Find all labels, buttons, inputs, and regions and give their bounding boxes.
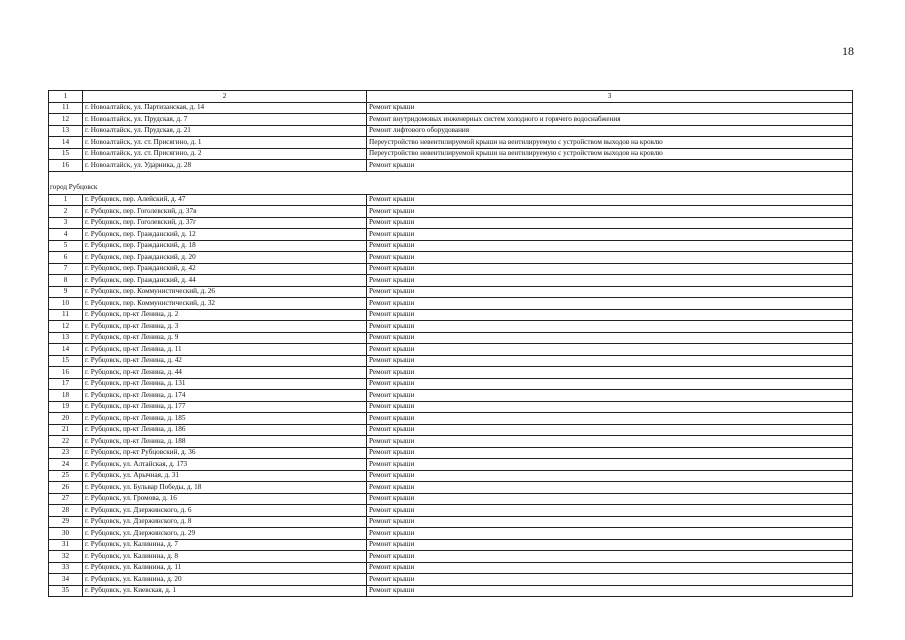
row-address-cell: г. Рубцовск, пер. Гражданский, д. 44 — [83, 275, 367, 287]
row-number-cell: 5 — [49, 240, 83, 252]
table-row — [49, 459, 853, 471]
row-address-cell: г. Рубцовск, пер. Гражданский, д. 12 — [83, 229, 367, 241]
table-row — [49, 378, 853, 390]
row-work-cell: Ремонт крыши — [367, 229, 853, 241]
row-address-cell: г. Рубцовск, пер. Гоголевский, д. 37в — [83, 206, 367, 218]
row-address-cell: г. Рубцовск, ул. Калинина, д. 8 — [83, 551, 367, 563]
row-work-cell: Ремонт крыши — [367, 585, 853, 597]
row-number-cell: 26 — [49, 482, 83, 494]
row-address-cell: г. Рубцовск, ул. Калинина, д. 20 — [83, 574, 367, 586]
row-address-cell: г. Рубцовск, пр-кт Рубцовский, д. 36 — [83, 447, 367, 459]
row-work-cell: Ремонт крыши — [367, 378, 853, 390]
row-address-cell: г. Рубцовск, ул. Алтайская, д. 173 — [83, 459, 367, 471]
table-row — [49, 309, 853, 321]
row-work-cell: Ремонт крыши — [367, 286, 853, 298]
row-work-cell: Ремонт крыши — [367, 436, 853, 448]
row-address-cell: г. Рубцовск, пр-кт Ленина, д. 177 — [83, 401, 367, 413]
table-row — [49, 585, 853, 597]
row-number-cell: 22 — [49, 436, 83, 448]
row-address-cell: г. Рубцовск, пер. Коммунистический, д. 26 — [83, 286, 367, 298]
row-work-cell: Ремонт крыши — [367, 321, 853, 333]
row-number-cell: 25 — [49, 470, 83, 482]
row-address-cell: г. Рубцовск, ул. Дзержинского, д. 8 — [83, 516, 367, 528]
row-address-cell: г. Рубцовск, пр-кт Ленина, д. 131 — [83, 378, 367, 390]
row-number-cell: 28 — [49, 505, 83, 517]
column-number-row — [49, 91, 853, 103]
row-work-cell: Ремонт крыши — [367, 528, 853, 540]
row-number-cell: 1 — [49, 194, 83, 206]
table-row — [49, 447, 853, 459]
table-row — [49, 436, 853, 448]
table-row — [49, 321, 853, 333]
row-number-cell: 2 — [49, 206, 83, 218]
row-address-cell: г. Рубцовск, пр-кт Ленина, д. 174 — [83, 390, 367, 402]
row-number-cell: 11 — [49, 309, 83, 321]
row-work-cell: Ремонт крыши — [367, 493, 853, 505]
city-heading: город Рубцовск — [49, 182, 853, 195]
row-address-cell: г. Новоалтайск, ул. ст. Присягино, д. 1 — [83, 137, 367, 149]
row-address-cell: г. Рубцовск, пр-кт Ленина, д. 186 — [83, 424, 367, 436]
table-row — [49, 114, 853, 126]
city-heading-row — [49, 182, 853, 195]
table-row — [49, 298, 853, 310]
row-number-cell: 14 — [49, 137, 83, 149]
table-row — [49, 125, 853, 137]
row-address-cell: г. Рубцовск, ул. Бульвар Победы, д. 18 — [83, 482, 367, 494]
row-number-cell: 15 — [49, 148, 83, 160]
row-number-cell: 4 — [49, 229, 83, 241]
city-spacer-cell — [49, 171, 853, 182]
table-row — [49, 493, 853, 505]
column-number-header: 1 — [49, 91, 83, 103]
row-work-cell: Ремонт крыши — [367, 263, 853, 275]
row-work-cell: Ремонт крыши — [367, 194, 853, 206]
row-work-cell: Ремонт крыши — [367, 240, 853, 252]
row-address-cell: г. Рубцовск, ул. Калинина, д. 11 — [83, 562, 367, 574]
city-spacer-row — [49, 171, 853, 182]
row-work-cell: Ремонт крыши — [367, 470, 853, 482]
row-work-cell: Ремонт крыши — [367, 505, 853, 517]
table-row — [49, 229, 853, 241]
row-work-cell: Ремонт крыши — [367, 160, 853, 172]
row-address-cell: г. Рубцовск, пер. Гоголевский, д. 37г — [83, 217, 367, 229]
table-row — [49, 160, 853, 172]
row-number-cell: 35 — [49, 585, 83, 597]
row-work-cell: Ремонт крыши — [367, 344, 853, 356]
row-work-cell: Ремонт крыши — [367, 332, 853, 344]
row-address-cell: г. Рубцовск, пер. Гражданский, д. 18 — [83, 240, 367, 252]
row-number-cell: 24 — [49, 459, 83, 471]
row-work-cell: Ремонт крыши — [367, 217, 853, 229]
column-address-header: 2 — [83, 91, 367, 103]
row-work-cell: Ремонт крыши — [367, 482, 853, 494]
row-address-cell: г. Рубцовск, пер. Гражданский, д. 42 — [83, 263, 367, 275]
table-row — [49, 137, 853, 149]
table-row — [49, 263, 853, 275]
row-number-cell: 12 — [49, 321, 83, 333]
table-row — [49, 252, 853, 264]
row-work-cell: Переустройство невентилируемой крыши на вентилируемую с устройством выходов на кровлю — [367, 148, 853, 160]
row-number-cell: 9 — [49, 286, 83, 298]
row-number-cell: 7 — [49, 263, 83, 275]
row-number-cell: 21 — [49, 424, 83, 436]
table-row — [49, 367, 853, 379]
row-work-cell: Ремонт крыши — [367, 539, 853, 551]
table-row — [49, 148, 853, 160]
row-address-cell: г. Рубцовск, пр-кт Ленина, д. 9 — [83, 332, 367, 344]
row-number-cell: 29 — [49, 516, 83, 528]
row-work-cell: Ремонт крыши — [367, 447, 853, 459]
page-number: 18 — [842, 44, 854, 58]
table-row — [49, 286, 853, 298]
row-address-cell: г. Рубцовск, пр-кт Ленина, д. 42 — [83, 355, 367, 367]
row-work-cell: Ремонт крыши — [367, 459, 853, 471]
row-number-cell: 11 — [49, 102, 83, 114]
row-number-cell: 17 — [49, 378, 83, 390]
row-address-cell: г. Рубцовск, пр-кт Ленина, д. 2 — [83, 309, 367, 321]
row-work-cell: Ремонт крыши — [367, 516, 853, 528]
row-address-cell: г. Рубцовск, ул. Громова, д. 16 — [83, 493, 367, 505]
repair-list-table — [48, 90, 853, 597]
row-work-cell: Ремонт крыши — [367, 562, 853, 574]
table-row — [49, 516, 853, 528]
row-number-cell: 34 — [49, 574, 83, 586]
table-row — [49, 562, 853, 574]
row-work-cell: Ремонт крыши — [367, 551, 853, 563]
row-address-cell: г. Новоалтайск, ул. ст. Присягино, д. 2 — [83, 148, 367, 160]
row-number-cell: 15 — [49, 355, 83, 367]
row-address-cell: г. Рубцовск, ул. Арычная, д. 31 — [83, 470, 367, 482]
table-row — [49, 574, 853, 586]
table-row — [49, 206, 853, 218]
row-address-cell: г. Рубцовск, ул. Дзержинского, д. 6 — [83, 505, 367, 517]
row-number-cell: 32 — [49, 551, 83, 563]
row-work-cell: Переустройство невентилируемой крыши на вентилируемую с устройством выходов на кровлю — [367, 137, 853, 149]
column-work-header: 3 — [367, 91, 853, 103]
table-row — [49, 539, 853, 551]
row-work-cell: Ремонт лифтового оборудования — [367, 125, 853, 137]
table-row — [49, 217, 853, 229]
row-work-cell: Ремонт крыши — [367, 102, 853, 114]
row-number-cell: 12 — [49, 114, 83, 126]
table-row — [49, 275, 853, 287]
row-address-cell: г. Рубцовск, пр-кт Ленина, д. 44 — [83, 367, 367, 379]
row-number-cell: 8 — [49, 275, 83, 287]
row-address-cell: г. Новоалтайск, ул. Партизанская, д. 14 — [83, 102, 367, 114]
row-address-cell: г. Рубцовск, пр-кт Ленина, д. 11 — [83, 344, 367, 356]
row-number-cell: 18 — [49, 390, 83, 402]
row-number-cell: 3 — [49, 217, 83, 229]
row-address-cell: г. Рубцовск, ул. Калинина, д. 7 — [83, 539, 367, 551]
row-number-cell: 6 — [49, 252, 83, 264]
table-row — [49, 424, 853, 436]
row-address-cell: г. Рубцовск, пер. Коммунистический, д. 32 — [83, 298, 367, 310]
row-work-cell: Ремонт внутридомовых инженерных систем холодного и горячего водоснабжения — [367, 114, 853, 126]
row-address-cell: г. Рубцовск, ул. Дзержинского, д. 29 — [83, 528, 367, 540]
row-work-cell: Ремонт крыши — [367, 367, 853, 379]
row-address-cell: г. Новоалтайск, ул. Ударника, д. 28 — [83, 160, 367, 172]
table-row — [49, 401, 853, 413]
row-work-cell: Ремонт крыши — [367, 355, 853, 367]
table-row — [49, 355, 853, 367]
table-row — [49, 332, 853, 344]
row-number-cell: 30 — [49, 528, 83, 540]
table-row — [49, 194, 853, 206]
row-work-cell: Ремонт крыши — [367, 401, 853, 413]
table-row — [49, 344, 853, 356]
table-row — [49, 102, 853, 114]
row-work-cell: Ремонт крыши — [367, 298, 853, 310]
row-work-cell: Ремонт крыши — [367, 309, 853, 321]
table-row — [49, 528, 853, 540]
row-work-cell: Ремонт крыши — [367, 413, 853, 425]
row-address-cell: г. Рубцовск, пер. Алейский, д. 47 — [83, 194, 367, 206]
row-address-cell: г. Новоалтайск, ул. Прудская, д. 21 — [83, 125, 367, 137]
row-number-cell: 19 — [49, 401, 83, 413]
row-work-cell: Ремонт крыши — [367, 424, 853, 436]
row-number-cell: 27 — [49, 493, 83, 505]
table-row — [49, 413, 853, 425]
row-address-cell: г. Рубцовск, ул. Киевская, д. 1 — [83, 585, 367, 597]
row-address-cell: г. Рубцовск, пер. Гражданский, д. 20 — [83, 252, 367, 264]
row-work-cell: Ремонт крыши — [367, 252, 853, 264]
table-row — [49, 551, 853, 563]
row-work-cell: Ремонт крыши — [367, 206, 853, 218]
row-number-cell: 20 — [49, 413, 83, 425]
row-work-cell: Ремонт крыши — [367, 275, 853, 287]
table-body — [49, 91, 853, 597]
table-row — [49, 505, 853, 517]
row-number-cell: 14 — [49, 344, 83, 356]
row-address-cell: г. Рубцовск, пр-кт Ленина, д. 185 — [83, 413, 367, 425]
row-number-cell: 23 — [49, 447, 83, 459]
row-number-cell: 13 — [49, 332, 83, 344]
row-address-cell: г. Новоалтайск, ул. Прудская, д. 7 — [83, 114, 367, 126]
row-number-cell: 10 — [49, 298, 83, 310]
row-work-cell: Ремонт крыши — [367, 574, 853, 586]
row-number-cell: 13 — [49, 125, 83, 137]
table-row — [49, 390, 853, 402]
row-address-cell: г. Рубцовск, пр-кт Ленина, д. 3 — [83, 321, 367, 333]
table-row — [49, 470, 853, 482]
row-number-cell: 16 — [49, 367, 83, 379]
row-work-cell: Ремонт крыши — [367, 390, 853, 402]
row-number-cell: 16 — [49, 160, 83, 172]
row-number-cell: 33 — [49, 562, 83, 574]
row-address-cell: г. Рубцовск, пр-кт Ленина, д. 188 — [83, 436, 367, 448]
table-row — [49, 240, 853, 252]
table-row — [49, 482, 853, 494]
row-number-cell: 31 — [49, 539, 83, 551]
